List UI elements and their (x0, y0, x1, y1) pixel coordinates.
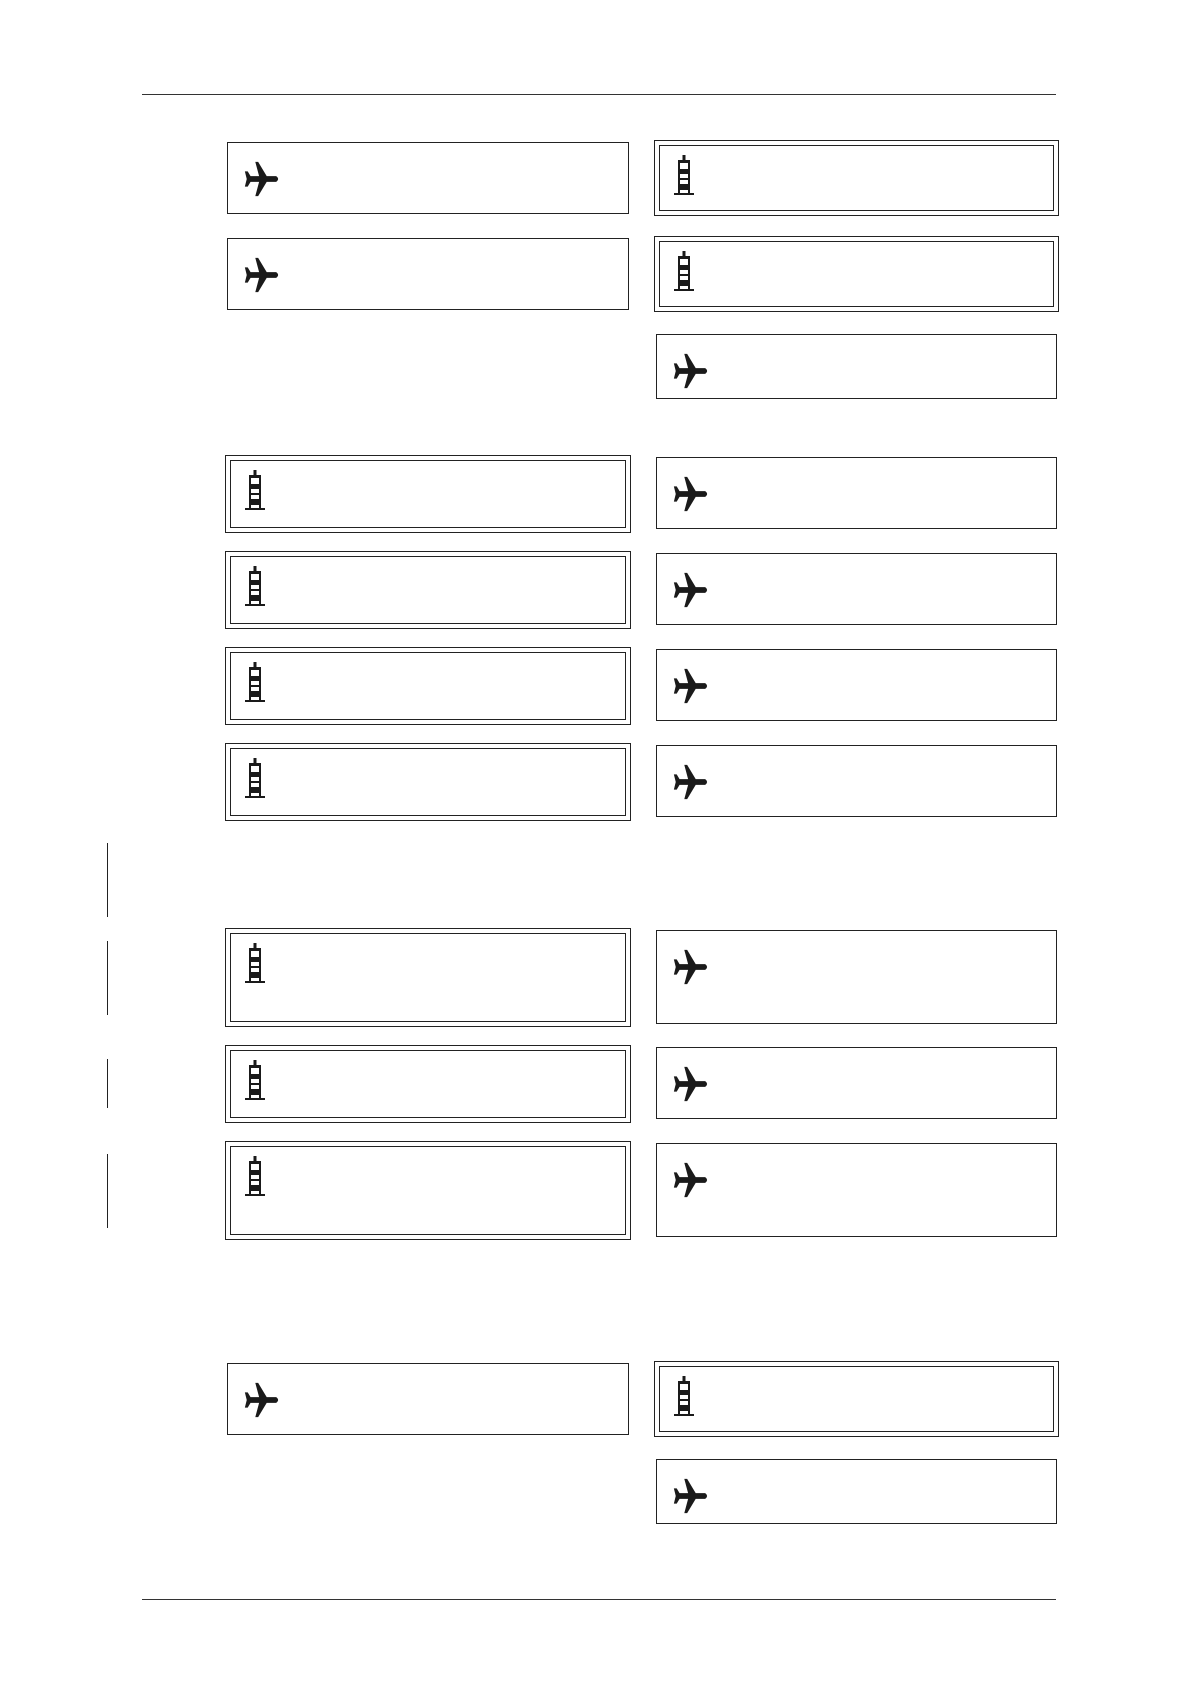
control-tower-icon (243, 662, 267, 702)
control-tower-icon (243, 758, 267, 798)
atc-message-box (654, 1361, 1059, 1437)
change-bar (107, 843, 108, 917)
airplane-icon (671, 945, 709, 989)
change-bar (107, 1059, 108, 1108)
airplane-icon (671, 472, 709, 516)
header-rule (142, 94, 1056, 95)
control-tower-icon (672, 251, 696, 291)
atc-message-box (225, 743, 631, 821)
footer-rule (142, 1599, 1056, 1600)
airplane-icon (242, 1378, 280, 1422)
airplane-icon (671, 1474, 709, 1518)
change-bar (107, 941, 108, 1015)
airplane-icon (671, 568, 709, 612)
control-tower-icon (243, 1156, 267, 1196)
atc-message-box (225, 647, 631, 725)
change-bar (107, 1154, 108, 1228)
aircraft-message-box (227, 142, 629, 214)
atc-message-box (225, 1045, 631, 1123)
aircraft-message-box (656, 745, 1057, 817)
aircraft-message-box (656, 930, 1057, 1024)
atc-message-box (225, 455, 631, 533)
aircraft-message-box (656, 1143, 1057, 1237)
aircraft-message-box (656, 1459, 1057, 1524)
aircraft-message-box (656, 457, 1057, 529)
atc-message-box (654, 140, 1059, 216)
airplane-icon (242, 157, 280, 201)
aircraft-message-box (656, 1047, 1057, 1119)
airplane-icon (671, 349, 709, 393)
control-tower-icon (672, 155, 696, 195)
control-tower-icon (243, 566, 267, 606)
control-tower-icon (243, 470, 267, 510)
aircraft-message-box (656, 649, 1057, 721)
airplane-icon (671, 664, 709, 708)
control-tower-icon (672, 1376, 696, 1416)
aircraft-message-box (227, 1363, 629, 1435)
atc-message-box (654, 236, 1059, 312)
aircraft-message-box (656, 334, 1057, 399)
control-tower-icon (243, 943, 267, 983)
airplane-icon (671, 1062, 709, 1106)
airplane-icon (671, 1158, 709, 1202)
atc-message-box (225, 1141, 631, 1240)
atc-message-box (225, 551, 631, 629)
aircraft-message-box (227, 238, 629, 310)
airplane-icon (671, 760, 709, 804)
atc-message-box (225, 928, 631, 1027)
control-tower-icon (243, 1060, 267, 1100)
aircraft-message-box (656, 553, 1057, 625)
airplane-icon (242, 253, 280, 297)
